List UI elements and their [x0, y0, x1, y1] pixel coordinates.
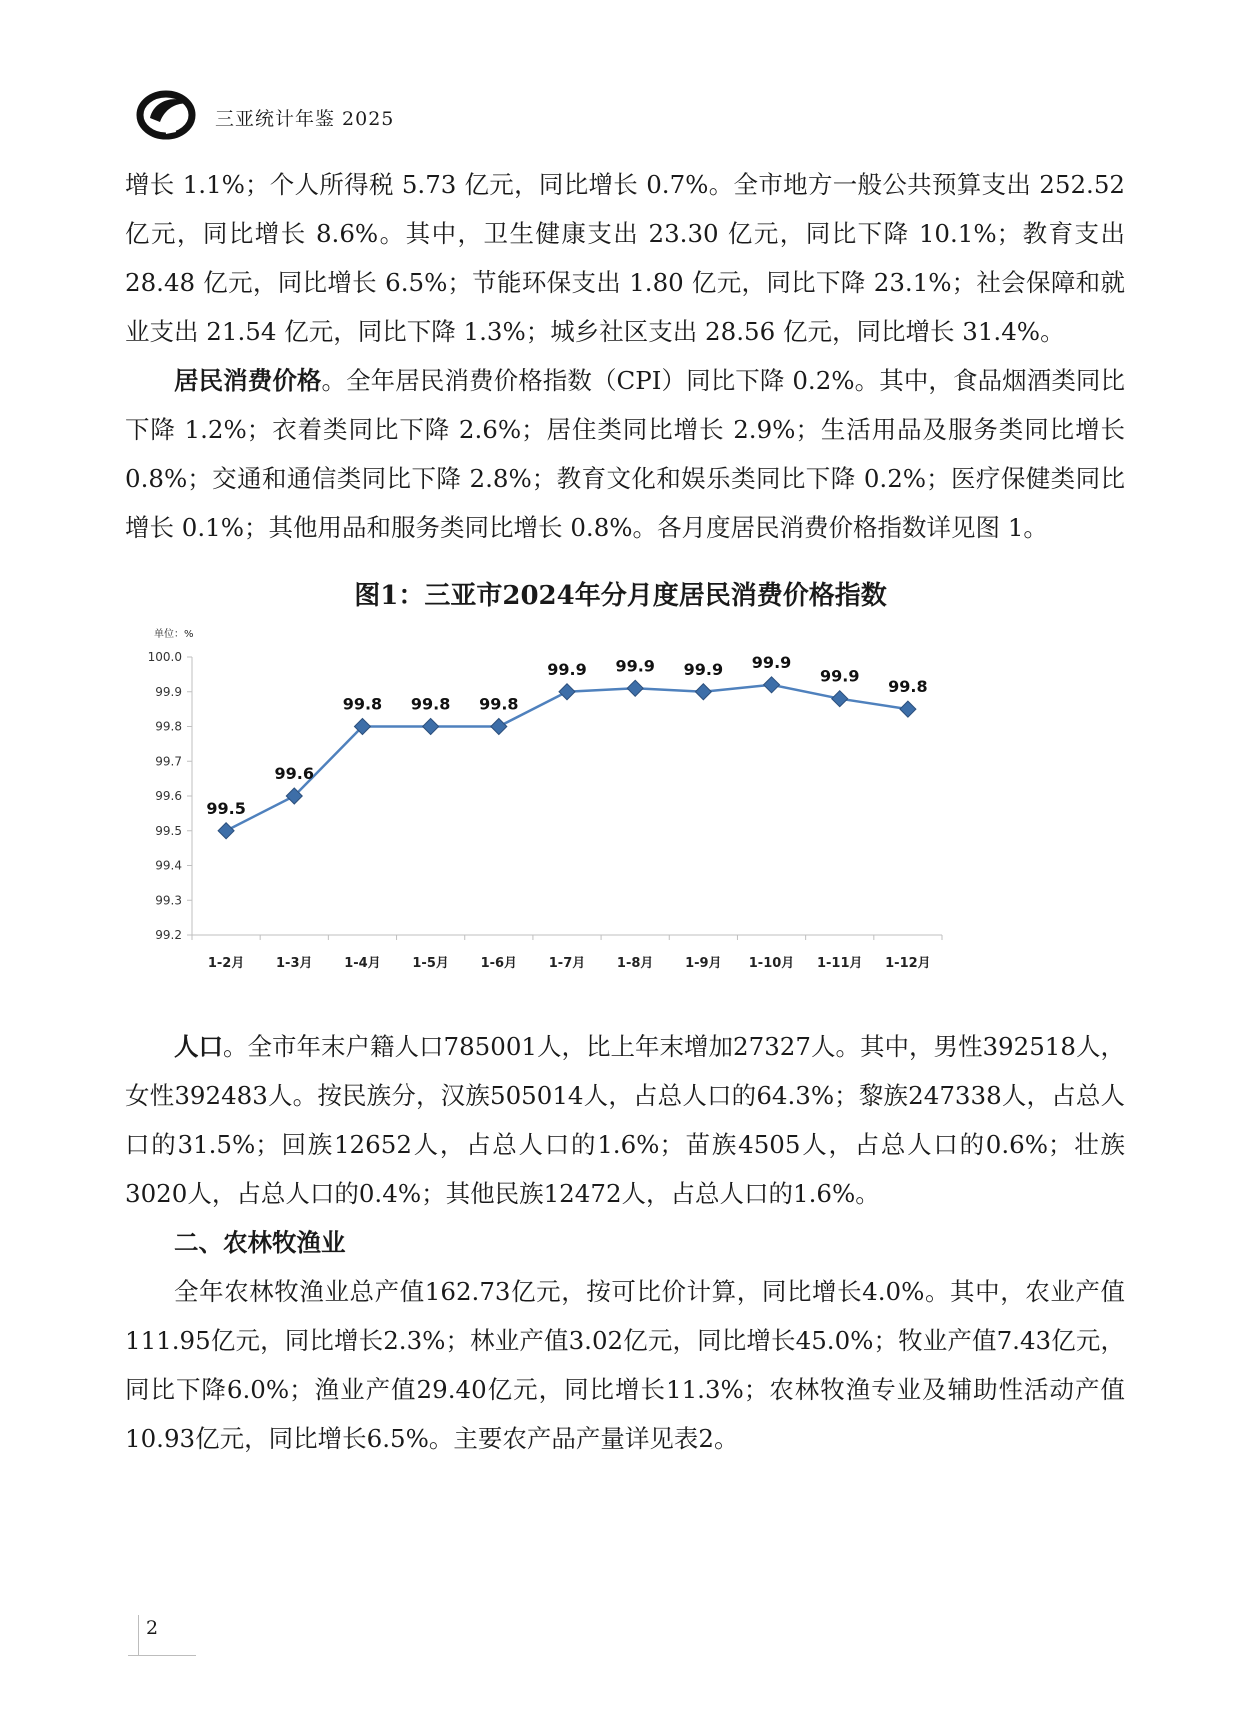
yearbook-logo-icon: [136, 88, 200, 142]
y-tick-label: 99.7: [155, 754, 182, 769]
data-point-marker: [559, 684, 575, 700]
y-tick-label: 99.3: [155, 893, 182, 908]
data-label: 99.8: [342, 694, 383, 714]
data-label: 99.8: [888, 677, 928, 697]
header-title: 三亚统计年鉴 2025: [215, 108, 395, 130]
x-tick-label: 1-2月: [207, 956, 245, 971]
finance-section: [125, 160, 1125, 356]
y-tick-label: 99.9: [155, 684, 182, 699]
population-text: 。全市年末户籍人口785001人，比上年末增加27327人。其中，男性392518人，女性392483人。按民族分，汉族505014人，占总人口的64.3%；黎族247338人，占总人口的31.5%；回族12652人，占总人口的1.6%；苗族4505人，占总人口的0.6%；壮族3020人，占总人口的0.4%；其他民族12472人，占总人口的1.6%。: [125, 1032, 1125, 1208]
y-tick-label: 100.0: [147, 650, 182, 664]
chart-title: 图1：三亚市2024年分月度居民消费价格指数: [354, 581, 887, 611]
agriculture-section: [125, 1218, 1125, 1463]
x-tick-label: 1-10月: [748, 956, 795, 971]
cpi-text: 。全年居民消费价格指数（CPI）同比下降 0.2%。其中，食品烟酒类同比下降 1.2%；衣着类同比下降 2.6%；居住类同比增长 2.9%；生活用品及服务类同比增长 0.8%；交通和通信类同比下降 2.8%；教育文化和娱乐类同比下降 0.2%；医疗保健类同比增长 0.1%；其他用品和服务类同比增长 0.8%。各月度居民消费价格指数详见图 1。: [125, 366, 1126, 542]
cpi-line-chart: [140, 615, 1040, 1015]
data-label: 99.9: [751, 652, 792, 672]
data-label: 99.9: [683, 659, 724, 679]
x-tick-label: 1-7月: [548, 956, 586, 971]
data-point-marker: [764, 677, 780, 693]
y-tick-label: 99.6: [155, 789, 182, 803]
data-label: 99.8: [479, 694, 519, 714]
x-tick-label: 1-3月: [276, 956, 313, 971]
y-tick-label: 99.8: [155, 719, 182, 734]
data-label: 99.5: [206, 798, 246, 818]
agriculture-heading: 二、农林牧渔业: [174, 1228, 346, 1257]
x-tick-label: 1-11月: [816, 956, 863, 971]
data-point-marker: [695, 684, 711, 700]
cpi-section: [125, 356, 1125, 552]
page-footer: [128, 1615, 198, 1659]
data-point-marker: [900, 701, 916, 717]
page-number: 2: [146, 1617, 159, 1639]
data-label: 99.8: [410, 694, 451, 714]
population-paragraph: [125, 1022, 1125, 1218]
y-tick-label: 99.2: [155, 928, 182, 942]
finance-paragraph: 增长 1.1%；个人所得税 5.73 亿元，同比增长 0.7%。全市地方一般公共预算支出 252.52 亿元，同比增长 8.6%。其中，卫生健康支出 23.30 亿元，同比下降 10.1%；教育支出 28.48 亿元，同比增长 6.5%；节能环保支出 1.80 亿元，同比下降 23.1%；社会保障和就业支出 21.54 亿元，同比下降 1.3%；城乡社区支出 28.56 亿元，同比增长 31.4%。: [125, 170, 1125, 346]
x-tick-label: 1-12月: [885, 956, 931, 971]
x-tick-label: 1-8月: [616, 956, 654, 971]
x-tick-label: 1-6月: [480, 956, 518, 971]
population-lead: 人口: [174, 1032, 223, 1061]
data-point-marker: [627, 680, 643, 696]
x-tick-label: 1-4月: [344, 956, 381, 971]
x-tick-label: 1-9月: [685, 956, 722, 971]
data-label: 99.6: [274, 764, 315, 783]
data-point-marker: [218, 823, 234, 839]
footer-vertical-rule: [138, 1615, 139, 1655]
data-label: 99.9: [819, 666, 860, 686]
cpi-lead: 居民消费价格: [174, 366, 322, 395]
data-point-marker: [491, 719, 507, 735]
data-point-marker: [832, 691, 848, 707]
series-line: [226, 685, 908, 831]
data-label: 99.9: [547, 659, 587, 679]
agriculture-paragraph: 全年农林牧渔业总产值162.73亿元，按可比价计算，同比增长4.0%。其中，农业产值111.95亿元，同比增长2.3%；林业产值3.02亿元，同比增长45.0%；牧业产值7.43亿元，同比下降6.0%；渔业产值29.40亿元，同比增长11.3%；农林牧渔专业及辅助性活动产值10.93亿元，同比增长6.5%。主要农产品产量详见表2。: [125, 1277, 1125, 1453]
cpi-paragraph: [125, 356, 1125, 552]
population-section: [125, 1022, 1125, 1218]
page-header: [128, 82, 728, 146]
data-label: 99.9: [615, 656, 655, 676]
x-tick-label: 1-5月: [412, 956, 449, 971]
y-tick-label: 99.5: [155, 823, 182, 838]
unit-label: 单位：%: [154, 629, 194, 640]
footer-horizontal-rule: [128, 1655, 196, 1656]
data-point-marker: [423, 719, 439, 735]
y-tick-label: 99.4: [155, 858, 182, 873]
